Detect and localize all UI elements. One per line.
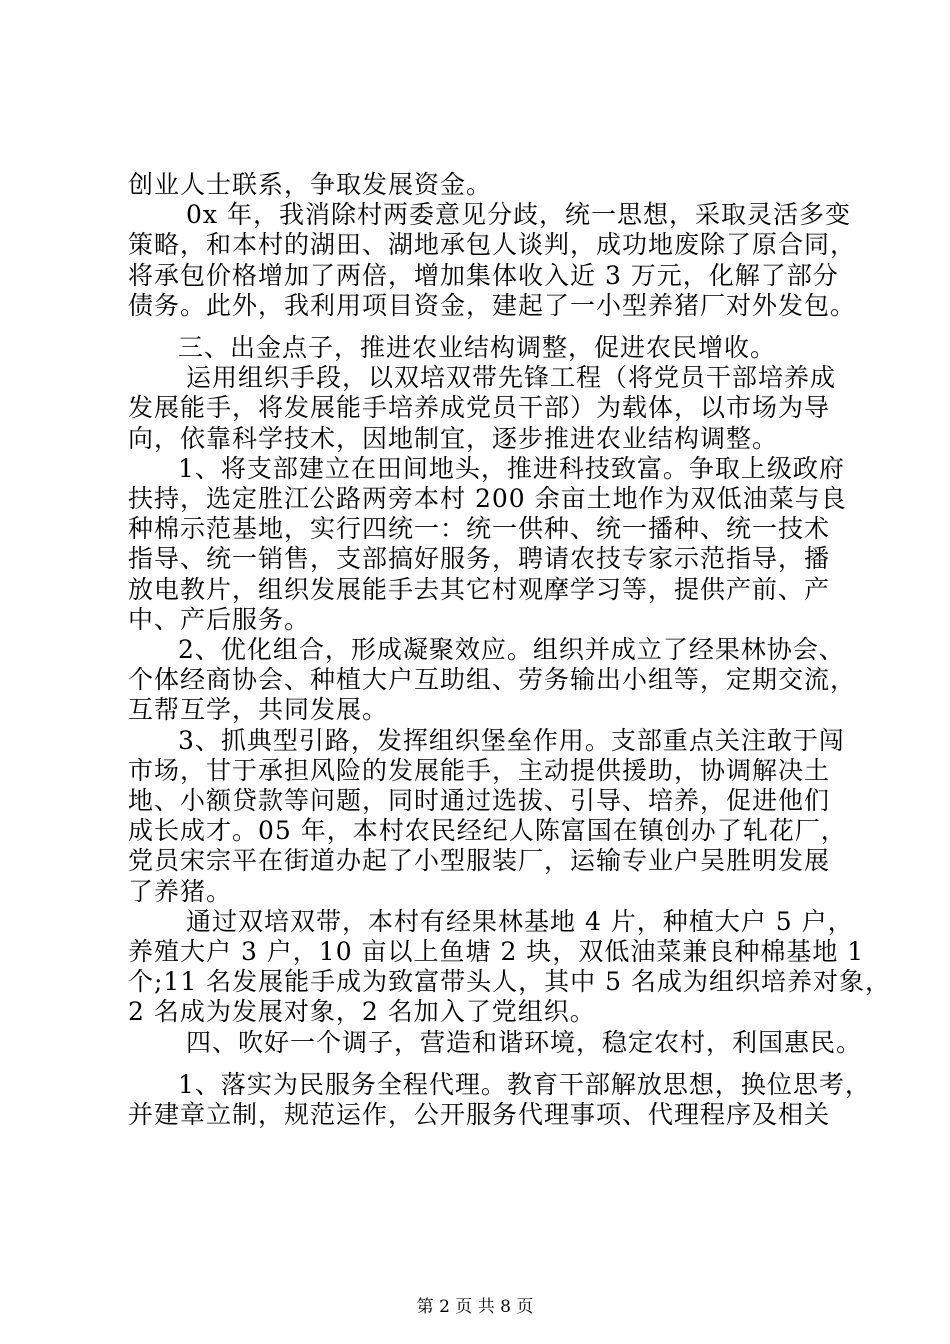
text-line: 将承包价格增加了两倍，增加集体收入近 3 万元，化解了部分 bbox=[128, 261, 839, 290]
text-line: 0x 年，我消除村两委意见分歧，统一思想，采取灵活多变 bbox=[186, 200, 851, 229]
text-line: 创业人士联系，争取发展资金。 bbox=[128, 170, 493, 199]
text-line: 个体经商协会、种植大户互助组、劳务输出小组等，定期交流， bbox=[128, 665, 857, 694]
text-line: 党员宋宗平在街道办起了小型服装厂，运输专业户吴胜明发展 bbox=[128, 846, 831, 875]
text-line: 1、落实为民服务全程代理。教育干部解放思想，换位思考， bbox=[178, 1070, 871, 1099]
text-line: 债务。此外，我利用项目资金，建起了一小型养猪厂对外发包。 bbox=[128, 291, 857, 320]
text-line: 市场，甘于承担风险的发展能手，主动提供援助，协调解决土 bbox=[128, 756, 831, 785]
text-line: 成长成才。05 年，本村农民经纪人陈富国在镇创办了轧花厂， bbox=[128, 816, 847, 845]
text-line: 并建章立制，规范运作，公开服务代理事项、代理程序及相关 bbox=[128, 1100, 831, 1129]
text-line: 种棉示范基地，实行四统一：统一供种、统一播种、统一技术 bbox=[128, 514, 831, 543]
text-line: 地、小额贷款等问题，同时通过选拔、引导、培养，促进他们 bbox=[128, 786, 831, 815]
text-line: 运用组织手段，以双培双带先锋工程（将党员干部培养成 bbox=[186, 363, 837, 392]
text-line: 互帮互学，共同发展。 bbox=[128, 695, 389, 724]
text-line: 中、产后服务。 bbox=[128, 605, 311, 634]
text-line: 个;11 名发展能手成为致富带头人，其中 5 名成为组织培养对象， bbox=[128, 967, 891, 996]
text-line: 了养猪。 bbox=[128, 877, 233, 906]
page-footer: 第 2 页 共 8 页 bbox=[416, 1297, 534, 1317]
text-line: 指导、统一销售，支部搞好服务，聘请农技专家示范指导，播 bbox=[128, 544, 831, 573]
text-line: 向，依靠科学技术，因地制宜，逐步推进农业结构调整。 bbox=[128, 424, 779, 453]
section-heading: 四、吹好一个调子，营造和谐环境，稳定农村，利国惠民。 bbox=[186, 1028, 863, 1057]
text-line: 发展能手，将发展能手培养成党员干部）为载体，以市场为导 bbox=[128, 393, 831, 422]
text-line: 2、优化组合，形成凝聚效应。组织并成立了经果林协会、 bbox=[178, 635, 845, 664]
text-line: 扶持，选定胜江公路两旁本村 200 余亩土地作为双低油菜与良 bbox=[128, 484, 847, 513]
text-line: 放电教片，组织发展能手去其它村观摩学习等，提供产前、产 bbox=[128, 575, 831, 604]
text-line: 2 名成为发展对象，2 名加入了党组织。 bbox=[128, 997, 596, 1026]
text-line: 养殖大户 3 户，10 亩以上鱼塘 2 块，双低油菜兼良种棉基地 1 bbox=[128, 937, 865, 966]
text-line: 通过双培双带，本村有经果林基地 4 片，种植大户 5 户， bbox=[186, 907, 854, 936]
text-line: 策略，和本村的湖田、湖地承包人谈判，成功地废除了原合同， bbox=[128, 230, 857, 259]
section-heading: 三、出金点子，推进农业结构调整，促进农民增收。 bbox=[178, 333, 777, 362]
text-line: 3、抓典型引路，发挥组织堡垒作用。支部重点关注敢于闯 bbox=[178, 726, 845, 755]
text-line: 1、将支部建立在田间地头，推进科技致富。争取上级政府 bbox=[178, 454, 845, 483]
